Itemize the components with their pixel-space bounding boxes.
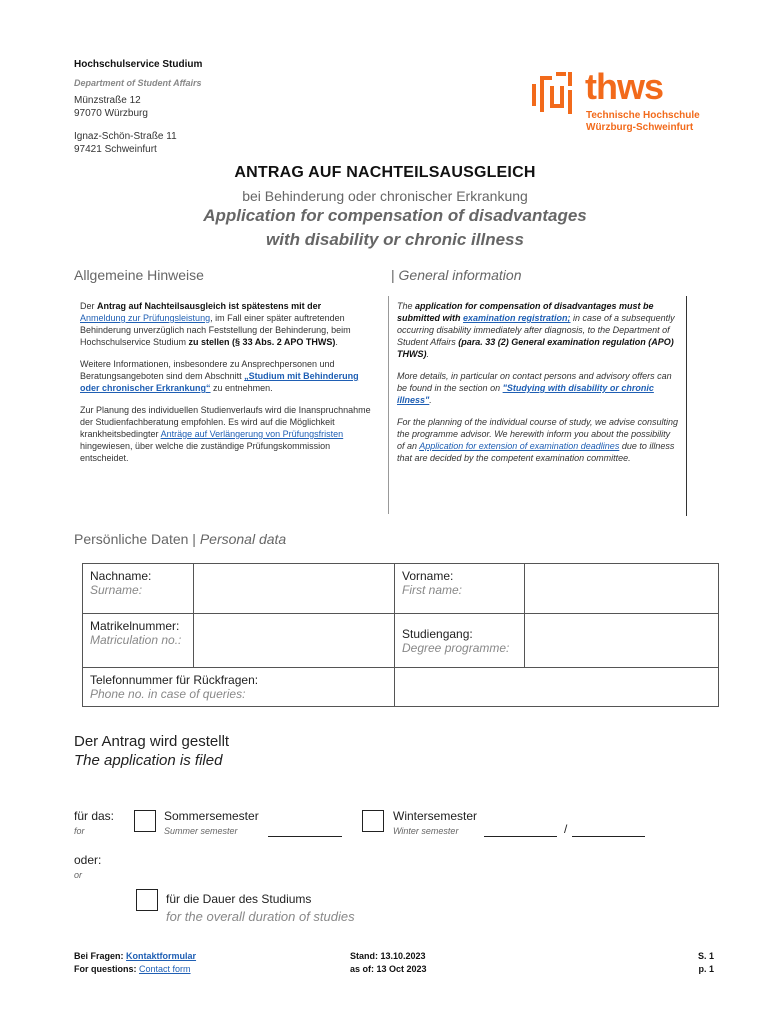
or-label-en: or [74,870,83,880]
info-de-paragraph-1: Der Antrag auf Nachteilsausgleich ist spätestens mit der Anmeldung zur Prüfungsleistung, im Fall einer später auftretenden Behinderung unverzüglich nach Feststellung der Behinderung, beim Hochschulservice Studium zu stellen (§ 33 Abs. 2 APO THWS). [80,301,351,347]
dept-name: Department of Student Affairs [74,78,202,88]
contact-form-link-de[interactable]: Kontaktformular [126,951,197,961]
link-antraege-verlaengerung[interactable]: Anträge auf Verlängerung von Prüfungsfristen [160,429,344,439]
duration-checkbox[interactable] [136,889,158,911]
link-anmeldung-pruefungsleistung[interactable]: Anmeldung zur Prüfungsleistung [80,313,211,323]
filed-heading-de: Der Antrag wird gestellt [74,733,230,750]
summer-year-line[interactable] [268,836,342,837]
for-label-en: for [74,826,85,836]
duration-label: für die Dauer des Studiums [166,892,312,906]
address-wuerzburg: Münzstraße 12 97070 Würzburg [74,95,148,119]
phone-field[interactable] [395,668,719,707]
winter-label-en: Winter semester [393,826,459,836]
duration-label-en: for the overall duration of studies [166,909,355,924]
thws-logo [530,66,720,134]
form-title-en-line2: with disability or chronic illness [266,230,524,249]
personal-data-table [82,563,719,707]
firstname-label: Vorname: First name: [395,564,525,614]
link-examination-registration[interactable]: examination registration; [463,313,571,323]
general-info-en [397,300,679,474]
degree-field[interactable] [525,614,719,668]
logo-subtitle: Technische Hochschule Würzburg-Schweinfurt [586,110,700,133]
org-name: Hochschulservice Studium [74,59,203,70]
surname-field[interactable] [194,564,395,614]
matric-label: Matrikelnummer: Matriculation no.: [83,614,194,668]
for-label: für das: [74,809,115,823]
winter-year-line-1[interactable] [484,836,557,837]
logo-wordmark: thws [585,66,664,107]
phone-label: Telefonnummer für Rückfragen: Phone no. in case of queries: [83,668,395,707]
year-slash: / [564,822,568,836]
general-heading-de: Allgemeine Hinweise [74,267,204,283]
contact-form-link-en[interactable]: Contact form [139,964,191,974]
firstname-field[interactable] [525,564,719,614]
summer-label-en: Summer semester [164,826,238,836]
info-en-paragraph-1: The application for compensation of disadvantages must be submitted with examination registration; in case of a subsequently occurring disability immediately after diagnosis, to the Department of Student Affairs (para. 33 (2) General examination regulation (APO) THWS). [397,301,675,359]
or-label: oder: [74,853,102,867]
surname-label: Nachname: Surname: [83,564,194,614]
winter-year-line-2[interactable] [572,836,645,837]
general-heading-en: | General information [391,267,522,283]
footer-date: Stand: 13.10.2023 as of: 13 Oct 2023 [350,951,427,974]
winter-label: Wintersemester [393,809,478,823]
winter-semester-checkbox[interactable] [362,810,384,832]
info-en-paragraph-2: More details, in particular on contact persons and advisory offers can be found in the section on "Studying with disability or chronic illness". [397,371,672,405]
summer-label: Sommersemester [164,809,259,823]
summer-semester-checkbox[interactable] [134,810,156,832]
column-divider [388,296,389,514]
info-de-paragraph-2: Weitere Informationen, insbesondere zu Ansprechpersonen und Beratungsangeboten sind dem Abschnitt „Studium mit Behinderung oder chronischer Erkrankung“ zu entnehmen. [80,359,359,393]
personal-heading: Persönliche Daten | Personal data [74,531,287,547]
link-studium-mit-behinderung[interactable]: „Studium mit Behinderung oder chronischer Erkrankung“ [80,371,359,393]
general-info-de [80,300,378,474]
link-studying-with-disability[interactable]: "Studying with disability or chronic illness" [397,383,654,405]
header-address-block [74,58,202,156]
info-de-paragraph-3: Zur Planung des individuellen Studienverlaufs wird die Inanspruchnahme der Studienfachberatung empfohlen. Es wird auf die Möglichkeit krankheitsbedingter Anträge auf Verlängerung von Prüfungsfristen hingewiesen, über welche die zuständige Prüfungskommission entscheidet. [80,405,371,463]
column-border-right [686,296,687,516]
link-extension-deadlines[interactable]: Application for extension of examination deadlines [419,441,620,451]
address-schweinfurt: Ignaz-Schön-Straße 11 97421 Schweinfurt [74,131,177,155]
thws-logo-icon [530,70,580,114]
matric-field[interactable] [194,614,395,668]
footer-contact: Bei Fragen: Kontaktformular For questions: Contact form [74,951,197,974]
info-en-paragraph-3: For the planning of the individual course of study, we advise consulting the programme advisor. We herewith inform you about the possibility of an Application for extension of examination deadlines due to illness that are decided by the competent examination committee. [397,417,678,463]
form-title-en-line1: Application for compensation of disadvantages [203,206,587,225]
filed-heading-en: The application is filed [74,752,223,769]
degree-label: Studiengang: Degree programme: [395,614,525,668]
footer-page-number: S. 1 p. 1 [697,951,714,974]
form-title: ANTRAG AUF NACHTEILSAUSGLEICH [234,164,536,181]
form-subtitle-de: bei Behinderung oder chronischer Erkrankung [242,188,528,204]
